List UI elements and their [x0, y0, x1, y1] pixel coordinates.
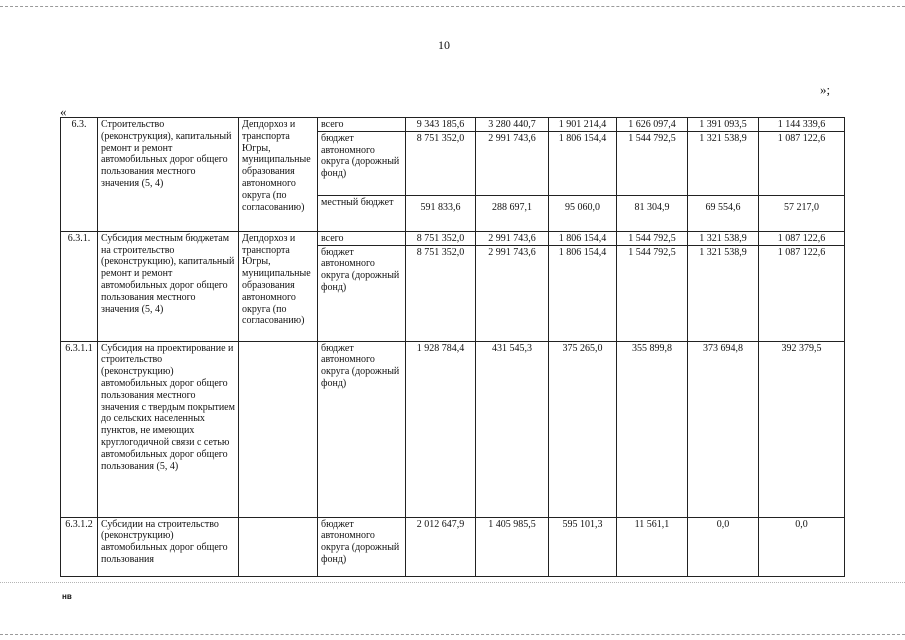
value-cell: 8 751 352,0 — [406, 131, 476, 195]
measure-name: Строительство (реконструкция), капитальный ремонт и ремонт автомобильных дорог общего пользования местного значения (5, 4) — [98, 118, 239, 232]
value-cell: 1 321 538,9 — [688, 245, 759, 341]
footer-mark: нв — [62, 592, 72, 601]
funding-source: всего — [318, 231, 406, 245]
value-cell: 1 087 122,6 — [759, 245, 845, 341]
funding-source: бюджет автономного округа (дорожный фонд) — [318, 517, 406, 576]
value-cell: 2 991 743,6 — [476, 245, 549, 341]
row-number: 6.3.1.1 — [61, 341, 98, 517]
value-cell: 0,0 — [759, 517, 845, 576]
value-cell: 355 899,8 — [617, 341, 688, 517]
value-cell: 9 343 185,6 — [406, 118, 476, 132]
table-row — [61, 341, 845, 517]
measure-name: Субсидия на проектирование и строительство (реконструкцию) автомобильных дорог общего пользования местного значения с твердым покрытием до сельских населенных пунктов, не имеющих круглогодичной связи с сетью автомобильных дорог общего пользования (5, 4) — [98, 341, 239, 517]
row-number: 6.3.1. — [61, 231, 98, 341]
budget-table — [60, 117, 845, 577]
table-row — [61, 517, 845, 576]
value-cell: 3 280 440,7 — [476, 118, 549, 132]
executor: Депдорхоз и транспорта Югры, муниципальные образования автономного округа (по согласованию) — [239, 231, 318, 341]
value-cell: 95 060,0 — [549, 195, 617, 231]
value-cell: 1 087 122,6 — [759, 131, 845, 195]
value-cell: 1 321 538,9 — [688, 131, 759, 195]
value-cell: 595 101,3 — [549, 517, 617, 576]
value-cell: 1 321 538,9 — [688, 231, 759, 245]
value-cell: 8 751 352,0 — [406, 245, 476, 341]
funding-source: бюджет автономного округа (дорожный фонд) — [318, 245, 406, 341]
row-number: 6.3. — [61, 118, 98, 232]
value-cell: 591 833,6 — [406, 195, 476, 231]
measure-name: Субсидии на строительство (реконструкцию) автомобильных дорог общего пользования — [98, 517, 239, 576]
scan-edge-top — [0, 6, 905, 7]
value-cell: 69 554,6 — [688, 195, 759, 231]
value-cell: 288 697,1 — [476, 195, 549, 231]
row-number: 6.3.1.2 — [61, 517, 98, 576]
value-cell: 2 991 743,6 — [476, 231, 549, 245]
scan-edge-mid — [0, 582, 905, 583]
value-cell: 1 806 154,4 — [549, 131, 617, 195]
value-cell: 1 901 214,4 — [549, 118, 617, 132]
table-row — [61, 118, 845, 132]
value-cell: 8 751 352,0 — [406, 231, 476, 245]
value-cell: 81 304,9 — [617, 195, 688, 231]
funding-source: бюджет автономного округа (дорожный фонд) — [318, 131, 406, 195]
value-cell: 0,0 — [688, 517, 759, 576]
executor — [239, 341, 318, 517]
value-cell: 392 379,5 — [759, 341, 845, 517]
value-cell: 11 561,1 — [617, 517, 688, 576]
funding-source: местный бюджет — [318, 195, 406, 231]
value-cell: 2 012 647,9 — [406, 517, 476, 576]
closing-quote: »; — [820, 82, 831, 97]
value-cell: 431 545,3 — [476, 341, 549, 517]
executor: Депдорхоз и транспорта Югры, муниципальные образования автономного округа (по согласованию) — [239, 118, 318, 232]
value-cell: 1 806 154,4 — [549, 245, 617, 341]
value-cell: 375 265,0 — [549, 341, 617, 517]
opening-quote: « — [60, 104, 67, 119]
value-cell: 1 544 792,5 — [617, 131, 688, 195]
table-row — [61, 231, 845, 245]
value-cell: 1 087 122,6 — [759, 231, 845, 245]
value-cell: 1 544 792,5 — [617, 231, 688, 245]
page-number: 10 — [438, 38, 450, 52]
funding-source: всего — [318, 118, 406, 132]
value-cell: 1 626 097,4 — [617, 118, 688, 132]
value-cell: 1 144 339,6 — [759, 118, 845, 132]
value-cell: 57 217,0 — [759, 195, 845, 231]
value-cell: 1 544 792,5 — [617, 245, 688, 341]
value-cell: 1 928 784,4 — [406, 341, 476, 517]
value-cell: 2 991 743,6 — [476, 131, 549, 195]
scan-edge-bottom — [0, 634, 905, 635]
funding-source: бюджет автономного округа (дорожный фонд) — [318, 341, 406, 517]
executor — [239, 517, 318, 576]
measure-name: Субсидия местным бюджетам на строительство (реконструкцию), капитальный ремонт и ремонт автомобильных дорог общего пользования местного значения (5, 4) — [98, 231, 239, 341]
value-cell: 373 694,8 — [688, 341, 759, 517]
value-cell: 1 806 154,4 — [549, 231, 617, 245]
value-cell: 1 391 093,5 — [688, 118, 759, 132]
value-cell: 1 405 985,5 — [476, 517, 549, 576]
